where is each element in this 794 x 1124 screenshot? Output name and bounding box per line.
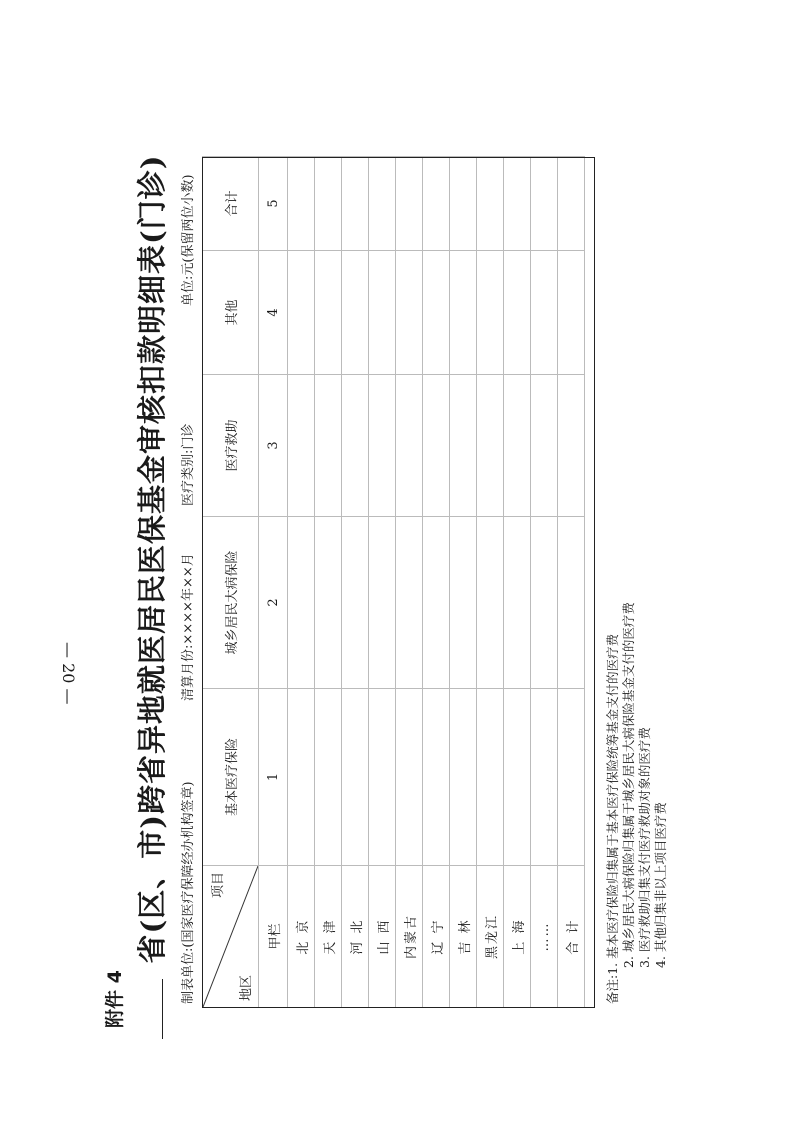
table-row xyxy=(396,157,423,1008)
column-number: 1 xyxy=(259,689,288,866)
data-cell[interactable] xyxy=(315,689,342,866)
data-cell[interactable] xyxy=(342,375,369,517)
meta-money-unit: 单位:元(保留两位小数) xyxy=(181,174,196,306)
data-cell[interactable] xyxy=(288,157,315,251)
data-cell[interactable] xyxy=(396,251,423,375)
meta-month: 清算月份:××××年××月 xyxy=(181,553,196,701)
data-cell[interactable] xyxy=(558,251,585,375)
note-line: 2. 城乡居民大病保险归集属于城乡居民大病保险基金支付的医疗费 xyxy=(621,602,636,968)
table-row xyxy=(531,157,558,1008)
table-row xyxy=(342,157,369,1008)
table-total-row xyxy=(558,157,585,1008)
data-cell[interactable] xyxy=(342,251,369,375)
data-cell[interactable] xyxy=(342,157,369,251)
data-cell[interactable] xyxy=(288,375,315,517)
data-cell[interactable] xyxy=(450,517,477,689)
column-header: 城乡居民大病保险 xyxy=(203,517,259,689)
data-cell[interactable] xyxy=(423,517,450,689)
data-cell[interactable] xyxy=(315,517,342,689)
data-cell[interactable] xyxy=(423,157,450,251)
data-cell[interactable] xyxy=(531,517,558,689)
region-name: 吉 林 xyxy=(450,866,477,1008)
region-name: 辽 宁 xyxy=(423,866,450,1008)
column-number: 3 xyxy=(259,375,288,517)
region-name: 上 海 xyxy=(504,866,531,1008)
data-cell[interactable] xyxy=(369,157,396,251)
data-cell[interactable] xyxy=(450,375,477,517)
data-cell[interactable] xyxy=(558,375,585,517)
data-cell[interactable] xyxy=(396,517,423,689)
data-cell[interactable] xyxy=(531,251,558,375)
region-name: 黑龙江 xyxy=(477,866,504,1008)
note-line: 备注:1. 基本医疗保险归集属于基本医疗保险统筹基金支付的医疗费 xyxy=(605,633,620,1004)
data-cell[interactable] xyxy=(558,157,585,251)
region-name: 天 津 xyxy=(315,866,342,1008)
table-header-row xyxy=(203,157,259,1008)
table-row xyxy=(477,157,504,1008)
data-cell[interactable] xyxy=(477,517,504,689)
data-cell[interactable] xyxy=(396,375,423,517)
meta-type: 医疗类别:门诊 xyxy=(181,423,196,506)
data-cell[interactable] xyxy=(531,375,558,517)
data-cell[interactable] xyxy=(450,689,477,866)
table-row xyxy=(504,157,531,1008)
total-label: 合 计 xyxy=(558,866,585,1008)
data-cell[interactable] xyxy=(369,689,396,866)
column-header: 基本医疗保险 xyxy=(203,689,259,866)
header-region: 地区 xyxy=(239,974,254,1001)
data-cell[interactable] xyxy=(396,689,423,866)
column-number: 5 xyxy=(259,157,288,251)
data-cell[interactable] xyxy=(558,689,585,866)
table-row xyxy=(423,157,450,1008)
data-cell[interactable] xyxy=(288,689,315,866)
data-cell[interactable] xyxy=(342,689,369,866)
page-title: 省(区、市)跨省异地就医居民医保基金审核扣款明细表(门诊) xyxy=(135,154,169,964)
column-header: 合计 xyxy=(203,157,259,251)
page-number: — 20 — xyxy=(59,642,78,705)
meta-unit: 制表单位:(国家医疗保障经办机构签章) xyxy=(181,781,196,1004)
attachment-label: 附件 4 xyxy=(104,970,126,1028)
column-header: 医疗救助 xyxy=(203,375,259,517)
region-name: …… xyxy=(531,866,558,1008)
region-name: 内蒙古 xyxy=(396,866,423,1008)
data-cell[interactable] xyxy=(504,157,531,251)
table-row xyxy=(288,157,315,1008)
column-header: 其他 xyxy=(203,251,259,375)
data-cell[interactable] xyxy=(423,375,450,517)
data-cell[interactable] xyxy=(288,517,315,689)
data-cell[interactable] xyxy=(477,157,504,251)
note-line: 4. 其他归集非以上项目医疗费 xyxy=(653,802,668,968)
deduction-table xyxy=(202,156,585,1008)
data-cell[interactable] xyxy=(396,157,423,251)
region-name: 北 京 xyxy=(288,866,315,1008)
data-cell[interactable] xyxy=(369,517,396,689)
header-item: 项目 xyxy=(211,872,226,899)
data-cell[interactable] xyxy=(369,251,396,375)
data-cell[interactable] xyxy=(504,517,531,689)
data-cell[interactable] xyxy=(477,375,504,517)
data-cell[interactable] xyxy=(558,517,585,689)
column-number: 4 xyxy=(259,251,288,375)
corner-cell xyxy=(203,866,259,1008)
data-cell[interactable] xyxy=(504,251,531,375)
data-cell[interactable] xyxy=(477,689,504,866)
notes xyxy=(605,602,669,1004)
column-number-row xyxy=(259,157,288,1008)
data-cell[interactable] xyxy=(423,689,450,866)
table-row xyxy=(369,157,396,1008)
data-cell[interactable] xyxy=(531,157,558,251)
data-cell[interactable] xyxy=(369,375,396,517)
table-row xyxy=(315,157,342,1008)
column-number: 2 xyxy=(259,517,288,689)
data-cell[interactable] xyxy=(315,251,342,375)
column-number-label: 甲栏 xyxy=(259,866,288,1008)
data-cell[interactable] xyxy=(315,157,342,251)
data-cell[interactable] xyxy=(423,251,450,375)
data-cell[interactable] xyxy=(504,375,531,517)
data-cell[interactable] xyxy=(477,251,504,375)
data-cell[interactable] xyxy=(315,375,342,517)
data-cell[interactable] xyxy=(450,251,477,375)
data-cell[interactable] xyxy=(504,689,531,866)
data-cell[interactable] xyxy=(450,157,477,251)
data-cell[interactable] xyxy=(531,689,558,866)
region-name: 河 北 xyxy=(342,866,369,1008)
data-cell[interactable] xyxy=(342,517,369,689)
region-name: 山 西 xyxy=(369,866,396,1008)
data-cell[interactable] xyxy=(288,251,315,375)
note-line: 3. 医疗救助归集支付医疗救助对象的医疗费 xyxy=(637,727,652,968)
table-row xyxy=(450,157,477,1008)
title-rule xyxy=(162,979,163,1039)
